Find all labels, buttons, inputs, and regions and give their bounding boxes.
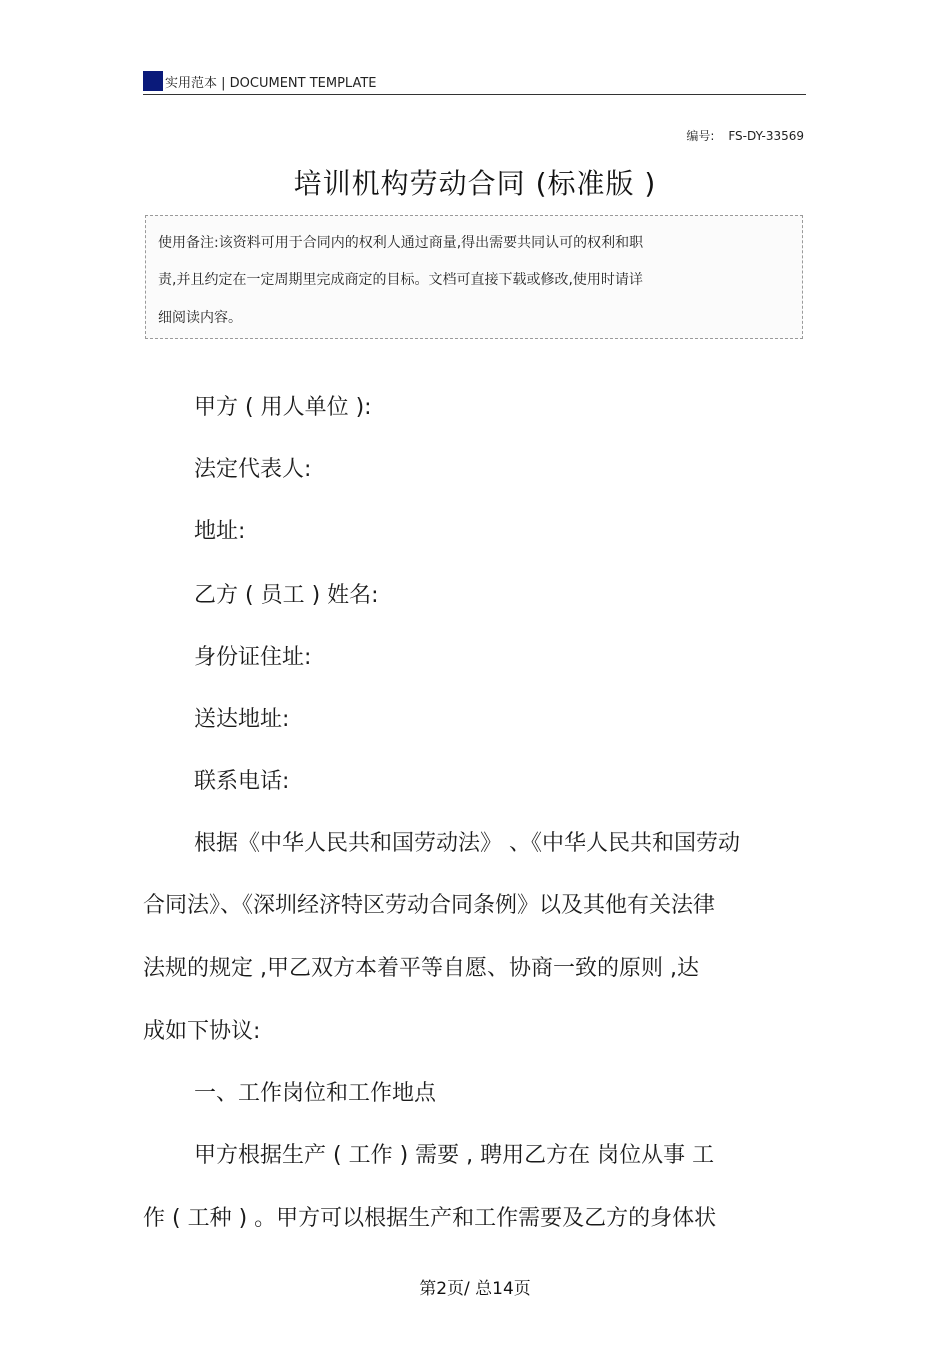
party-b-name-field: 乙方 ( 员工 ) 姓名: bbox=[194, 583, 379, 608]
paragraph-line: 法规的规定 ,甲乙双方本着平等自愿、协商一致的原则 ,达 bbox=[143, 956, 699, 981]
phone-field: 联系电话: bbox=[194, 769, 290, 794]
paragraph-line: 根据《中华人民共和国劳动法》 、《中华人民共和国劳动 bbox=[194, 831, 740, 856]
section-heading: 一、工作岗位和工作地点 bbox=[194, 1081, 437, 1106]
document-number bbox=[686, 127, 804, 144]
paragraph-line: 作 ( 工种 ) 。甲方可以根据生产和工作需要及乙方的身体状 bbox=[143, 1206, 717, 1231]
document-number-value: FS-DY-33569 bbox=[728, 129, 804, 143]
page-number: 第2页/ 总14页 bbox=[419, 1279, 531, 1299]
paragraph-line: 合同法》、《深圳经济特区劳动合同条例》以及其他有关法律 bbox=[143, 893, 716, 918]
document-number-label: 编号: bbox=[686, 129, 715, 143]
template-logo-icon bbox=[143, 71, 163, 91]
header-text: 实用范本 | DOCUMENT TEMPLATE bbox=[165, 76, 377, 91]
usage-notes-line: 使用备注:该资料可用于合同内的权利人通过商量,得出需要共同认可的权利和职 bbox=[158, 235, 644, 251]
delivery-address-field: 送达地址: bbox=[194, 707, 290, 732]
id-address-field: 身份证住址: bbox=[194, 645, 312, 670]
party-a-field: 甲方 ( 用人单位 ): bbox=[194, 395, 372, 420]
usage-notes-box bbox=[145, 215, 803, 339]
usage-notes-line: 责,并且约定在一定周期里完成商定的目标。文档可直接下载或修改,使用时请详 bbox=[158, 272, 643, 288]
document-title: 培训机构劳动合同 (标准版 ) bbox=[293, 167, 657, 200]
paragraph-line: 甲方根据生产 ( 工作 ) 需要 , 聘用乙方在 岗位从事 工 bbox=[194, 1143, 715, 1168]
address-field: 地址: bbox=[194, 519, 246, 544]
usage-notes-line: 细阅读内容。 bbox=[158, 310, 242, 326]
legal-representative-field: 法定代表人: bbox=[194, 457, 312, 482]
page-header bbox=[143, 68, 806, 95]
paragraph-line: 成如下协议: bbox=[143, 1019, 261, 1044]
